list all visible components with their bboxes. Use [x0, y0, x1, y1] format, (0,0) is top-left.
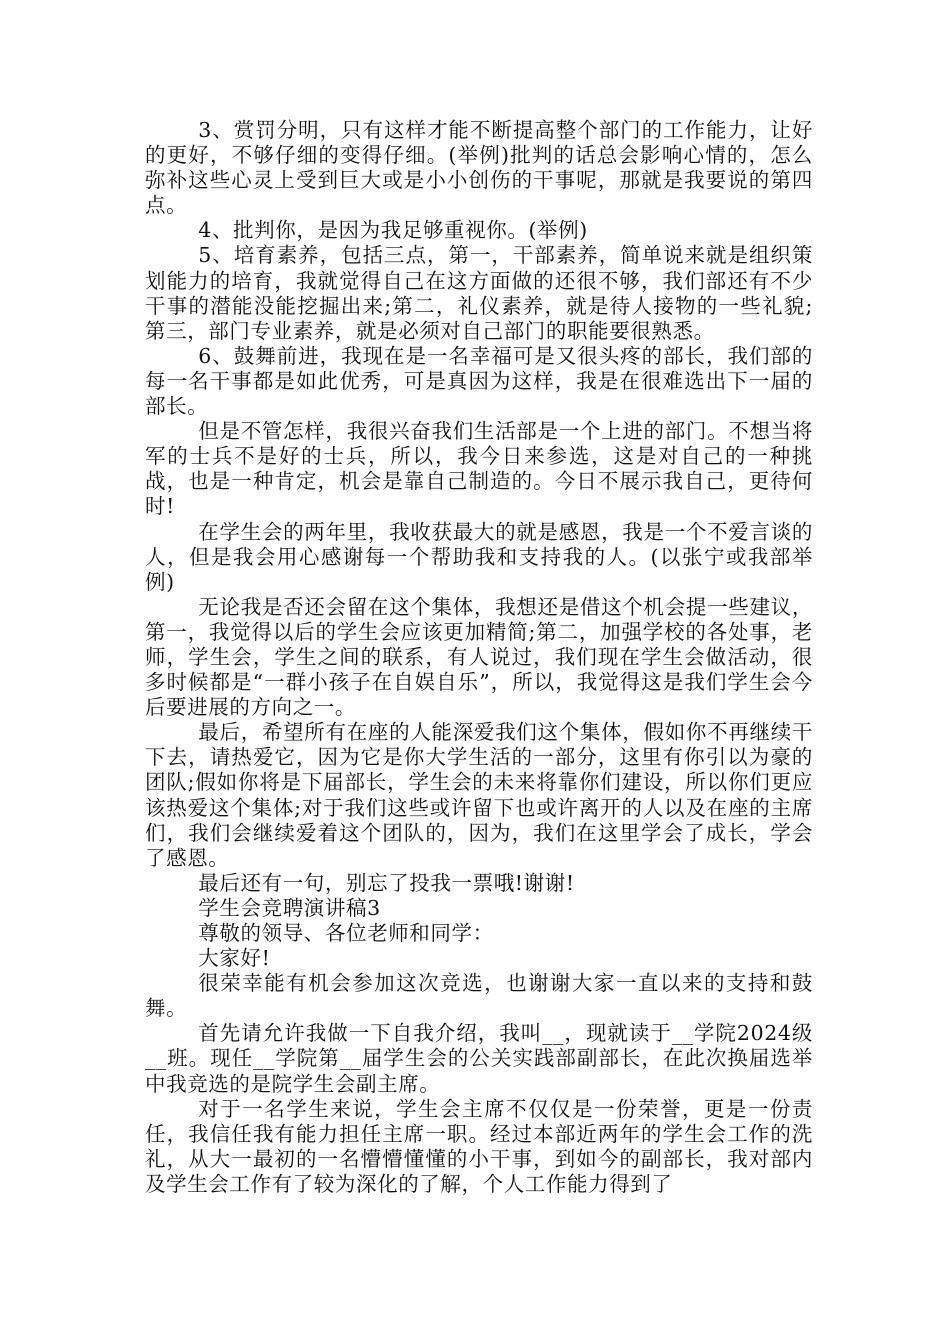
paragraph: 5、培育素养，包括三点，第一，干部素养，简单说来就是组织策划能力的培育，我就觉得自己在这方面做的还很不够，我们部还有不少干事的潜能没能挖掘出来;第二，礼仪素养，就是待人接物的一些礼貌;第三，部门专业素养，就是必须对自己部门的职能要很熟悉。 [145, 243, 813, 343]
paragraph: 无论我是否还会留在这个集体，我想还是借这个机会提一些建议，第一，我觉得以后的学生会应该更加精简;第二，加强学校的各处事，老师，学生会，学生之间的联系，有人说过，我们现在学生会做活动，很多时候都是“一群小孩子在自娱自乐”，所以，我觉得这是我们学生会今后要进展的方向之一。 [145, 594, 813, 720]
paragraph: 在学生会的两年里，我收获最大的就是感恩，我是一个不爱言谈的人，但是我会用心感谢每一个帮助我和支持我的人。(以张宁或我部举例) [145, 519, 813, 594]
paragraph: 4、批判你，是因为我足够重视你。(举例) [198, 218, 588, 243]
salutation: 尊敬的领导、各位老师和同学： [198, 921, 494, 945]
paragraph: 3、赏罚分明，只有这样才能不断提高整个部门的工作能力，让好的更好，不够仔细的变得仔细。(举例)批判的话总会影响心情的，怎么弥补这些心灵上受到巨大或是小小创伤的干事呢，那就是我要说的第四点。 [145, 118, 813, 218]
paragraph: 最后，希望所有在座的人能深爱我们这个集体，假如你不再继续干下去，请热爱它，因为它是你大学生活的一部分，这里有你引以为豪的团队;假如你将是下届部长，学生会的未来将靠你们建设，所以你们更应该热爱这个集体;对于我们这些或许留下也或许离开的人以及在座的主席们，我们会继续爱着这个团队的，因为，我们在这里学会了成长，学会了感恩。 [145, 720, 813, 870]
paragraph: 但是不管怎样，我很兴奋我们生活部是一个上进的部门。不想当将军的士兵不是好的士兵，所以，我今日来参选，这是对自己的一种挑战，也是一种肯定，机会是靠自己制造的。今日不展示我自己，更待何时! [145, 419, 813, 519]
paragraph: 6、鼓舞前进，我现在是一名幸福可是又很头疼的部长，我们部的每一名干事都是如此优秀，可是真因为这样，我是在很难选出下一届的部长。 [145, 343, 813, 419]
document-body [145, 118, 813, 1197]
paragraph: 最后还有一句，别忘了投我一票哦!谢谢! [198, 870, 575, 895]
paragraph: 对于一名学生来说，学生会主席不仅仅是一份荣誉，更是一份责任，我信任我有能力担任主席一职。经过本部近两年的学生会工作的洗礼，从大一最初的一名懵懵懂懂的小干事，到如今的副部长，我对部内及学生会工作有了较为深化的了解，个人工作能力得到了 [145, 1096, 813, 1196]
section-title: 学生会竞聘演讲稿3 [198, 895, 381, 920]
greeting: 大家好! [198, 946, 271, 971]
paragraph: 首先请允许我做一下自我介绍，我叫__，现就读于__学院2024级__班。现任__学院第__届学生会的公关实践部副部长，在此次换届选举中我竞选的是院学生会副主席。 [145, 1021, 813, 1096]
paragraph: 很荣幸能有机会参加这次竞选，也谢谢大家一直以来的支持和鼓舞。 [145, 971, 813, 1021]
